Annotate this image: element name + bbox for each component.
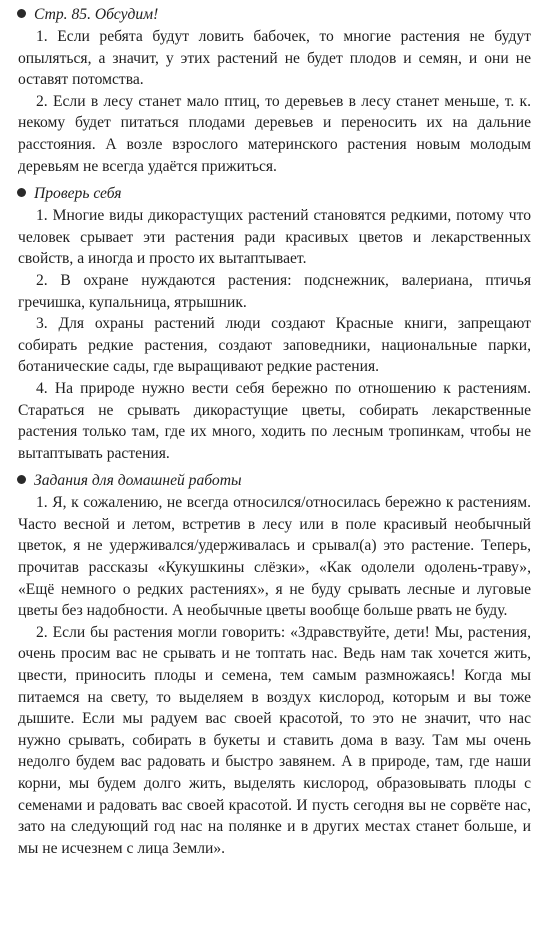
section-title: Стр. 85. Обсудим! bbox=[34, 6, 159, 23]
section-heading-homework bbox=[18, 470, 531, 492]
section-heading-check-yourself bbox=[18, 183, 531, 205]
paragraph: 1. Многие виды дикорастущих растений становятся редкими, потому что человек срывает эти растения ради красивых цветов и лекарственных свойств, а иногда и просто их вытаптывает. bbox=[18, 207, 531, 268]
paragraph: 2. Если в лесу станет мало птиц, то деревьев в лесу станет меньше, т. к. некому будет питаться плодами деревьев и переносить их на дальние расстояния. А возле взрослого материнского растения новым молодым деревьям не всегда удаётся прижиться. bbox=[18, 92, 531, 175]
section-heading-discuss bbox=[18, 4, 531, 26]
paragraph: 1. Я, к сожалению, не всегда относился/относилась бережно к растениям. Часто весной и летом, встретив в лесу или в поле красивый необычный цветок, я не удерживался/удерживалась и срывал(а) это растение. Теперь, прочитав рассказы «Кукушкины слёзки», «Как одолели одолень-траву», «Ещё немного о редких растениях», я не буду срывать лесные и луговые цветы без надобности. А необычные цветы вообще больше рвать не буду. bbox=[18, 494, 531, 620]
paragraph: 2. В охране нуждаются растения: подснежник, валериана, птичья гречишка, купальница, ятрышник. bbox=[18, 271, 531, 311]
bullet-icon bbox=[17, 188, 26, 197]
paragraph: 3. Для охраны растений люди создают Красные книги, запрещают собирать редкие растения, создают заповедники, национальные парки, ботанические сады, где выращивают редкие растения. bbox=[18, 315, 531, 376]
bullet-icon bbox=[17, 475, 26, 484]
bullet-icon bbox=[17, 9, 26, 18]
section-title: Задания для домашней работы bbox=[34, 472, 242, 490]
section-title: Проверь себя bbox=[34, 185, 122, 203]
paragraph: 4. На природе нужно вести себя бережно по отношению к растениям. Стараться не срывать дикорастущие цветы, собирать лекарственные растения только там, где их много, ходить по лесным тропинкам, чтобы не вытаптывать растения. bbox=[18, 379, 531, 462]
paragraph: 2. Если бы растения могли говорить: «Здравствуйте, дети! Мы, растения, очень просим вас не срывать и не топтать нас. Ведь нам так хочется жить, цвести, приносить плоды и семена, тем самым размножаясь! Когда мы питаемся на свету, то выделяем в воздух кислород, которым и вы тоже дышите. Если мы радуем вас своей красотой, то это не значит, что нас нужно срывать, собирать в букеты и ставить дома в вазу. Там мы очень недолго будем вас радовать и быстро завянем. А в природе, там, где наши корни, мы будем долго жить, выделять кислород, образовывать плоды с семенами и радовать вас своей красотой. И пусть сегодня вы не сорвёте нас, зато на следующий год нас на полянке и в других местах станет больше, и мы не исчезнем с лица Земли». bbox=[18, 623, 531, 857]
paragraph: 1. Если ребята будут ловить бабочек, то многие растения не будут опыляться, а значит, у этих растений не будет плодов и семян, и они не оставят потомства. bbox=[18, 28, 531, 89]
